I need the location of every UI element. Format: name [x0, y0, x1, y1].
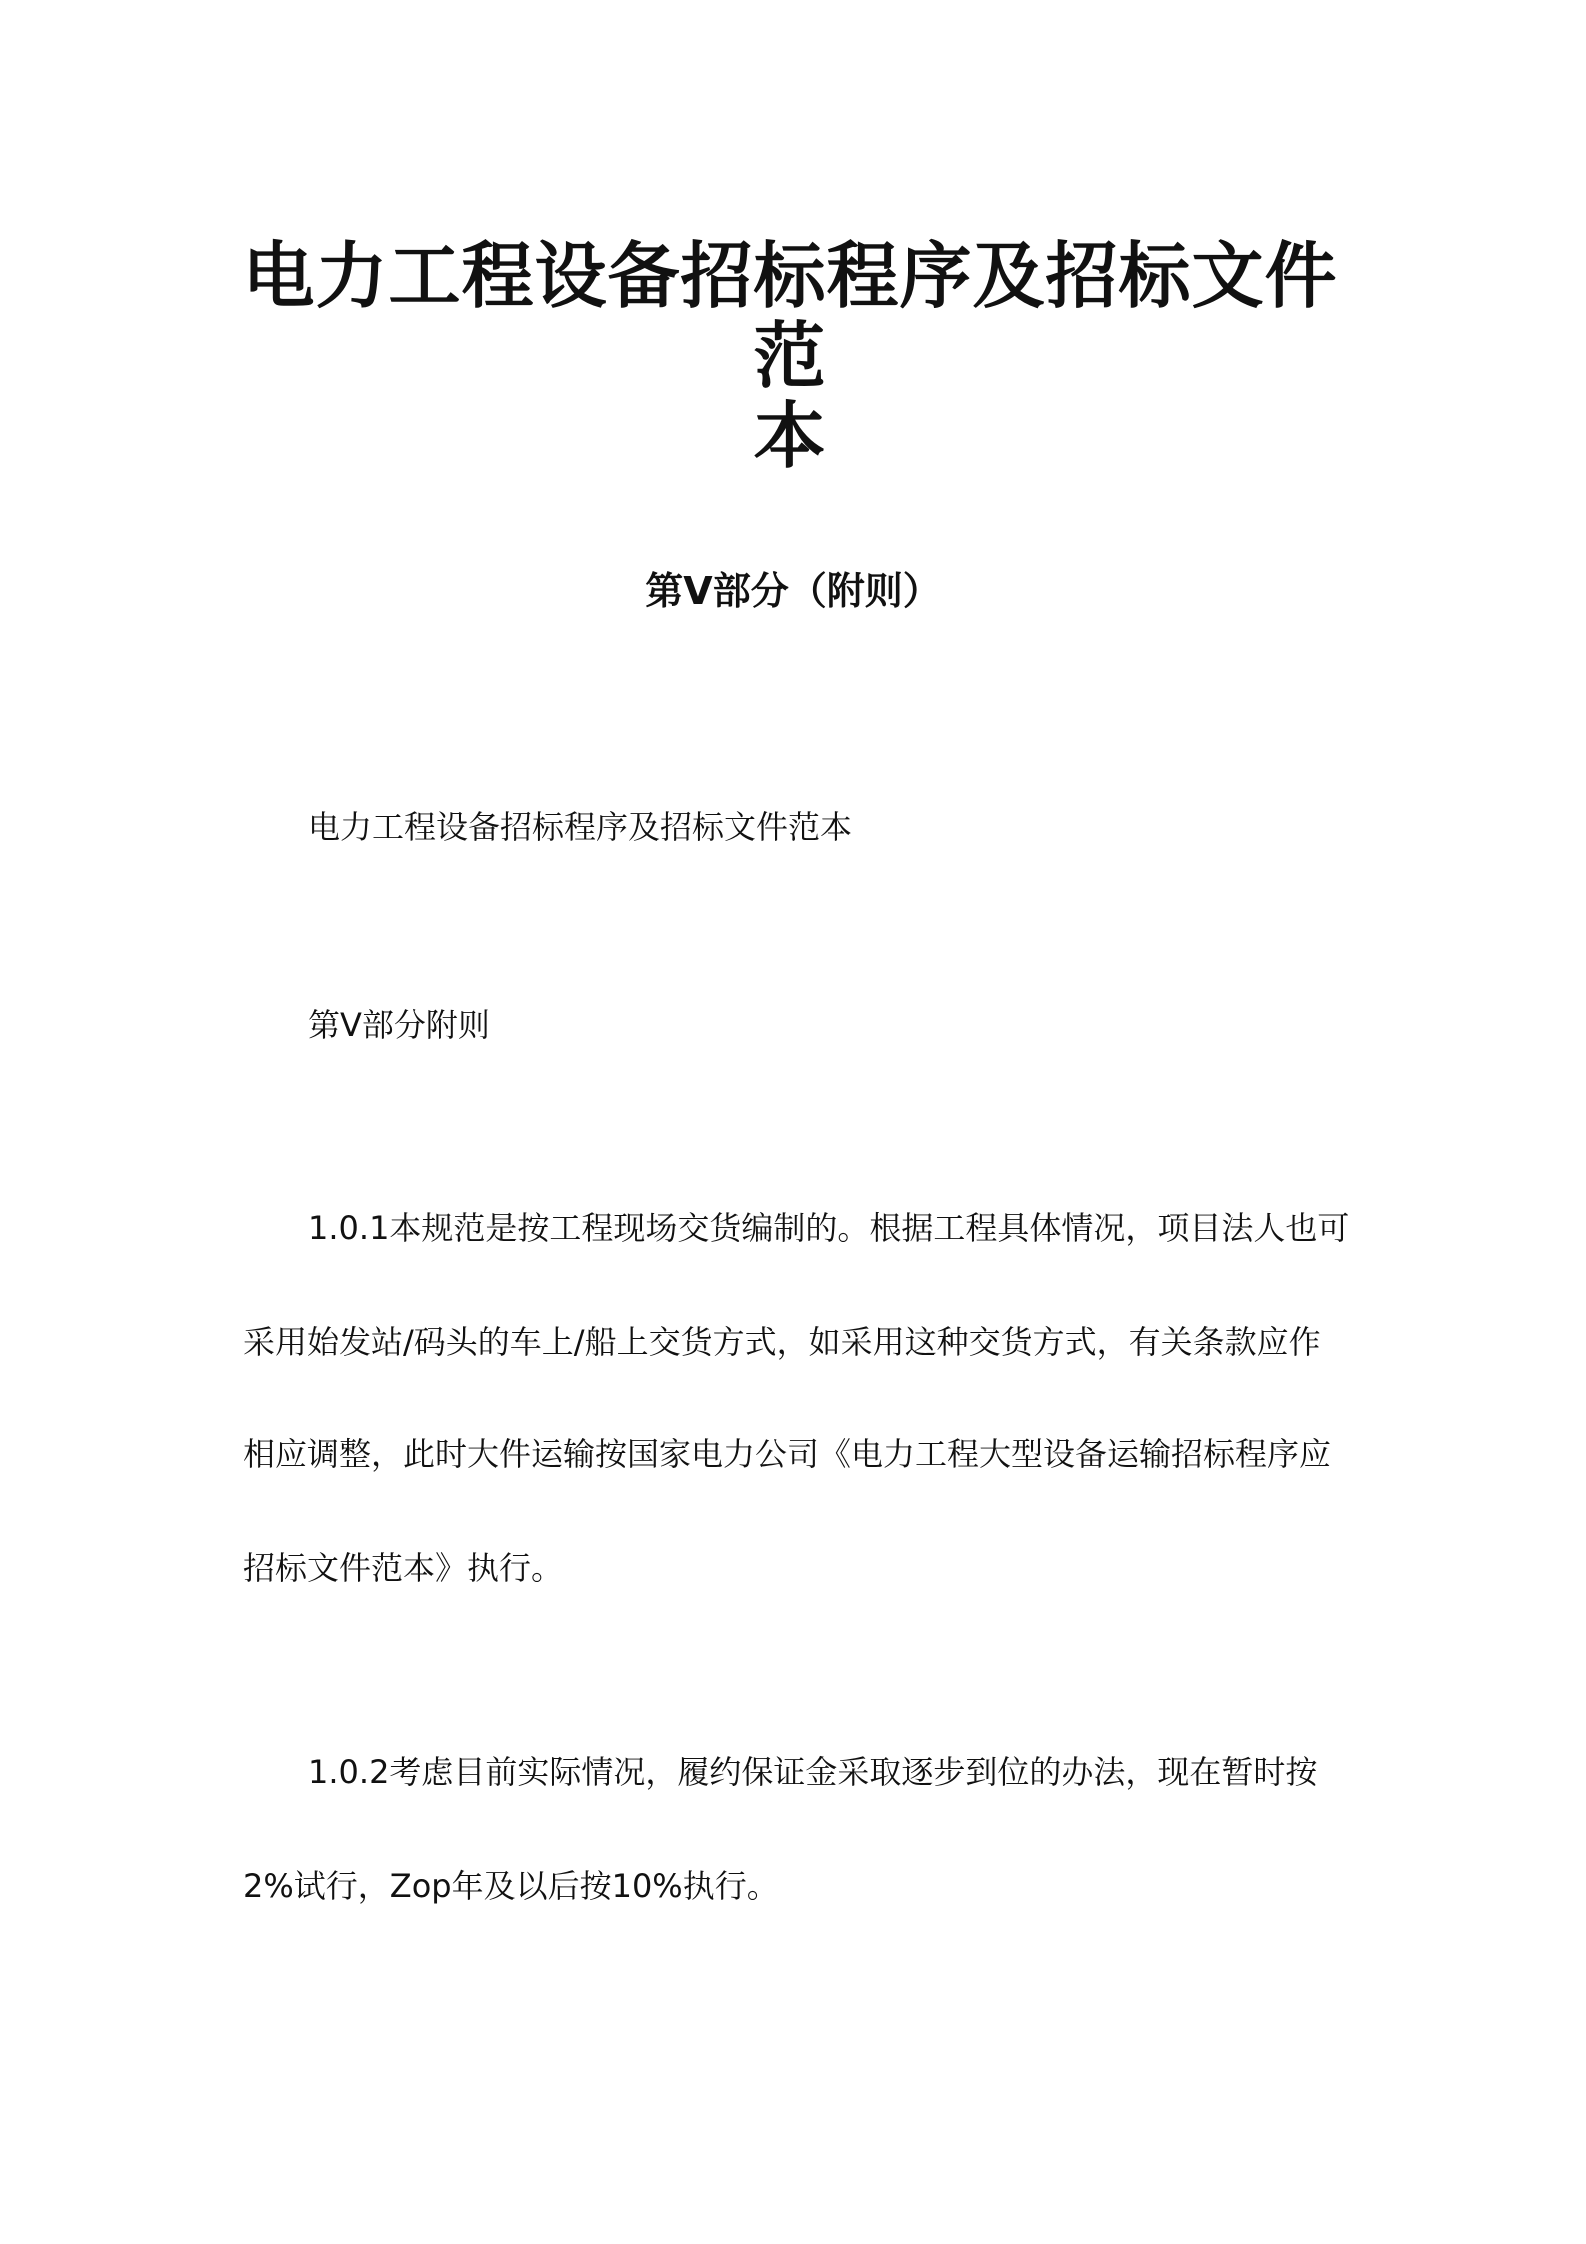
- document-title-line-1: 电力工程设备招标程序及招标文件范: [242, 234, 1338, 398]
- heading-repeat: 电力工程设备招标程序及招标文件范本: [308, 808, 853, 846]
- paragraph-1-line-4: 招标文件范本》执行。: [243, 1549, 564, 1587]
- document-title-line-2: 本: [753, 394, 827, 478]
- paragraph-1-line-1: 1.0.1本规范是按工程现场交货编制的。根据工程具体情况，项目法人也可: [308, 1209, 1350, 1247]
- paragraph-1-line-3: 相应调整，此时大件运输按国家电力公司《电力工程大型设备运输招标程序应: [243, 1435, 1332, 1473]
- paragraph-2-line-1: 1.0.2考虑目前实际情况，履约保证金采取逐步到位的办法，现在暂时按: [308, 1753, 1318, 1791]
- paragraph-2-line-2: 2%试行，Zop年及以后按10%执行。: [243, 1867, 779, 1905]
- paragraph-1-line-2: 采用始发站/码头的车上/船上交货方式，如采用这种交货方式，有关条款应作: [243, 1323, 1321, 1361]
- document-subtitle: 第V部分（附则）: [645, 569, 941, 613]
- section-label: 第V部分附则: [308, 1006, 490, 1044]
